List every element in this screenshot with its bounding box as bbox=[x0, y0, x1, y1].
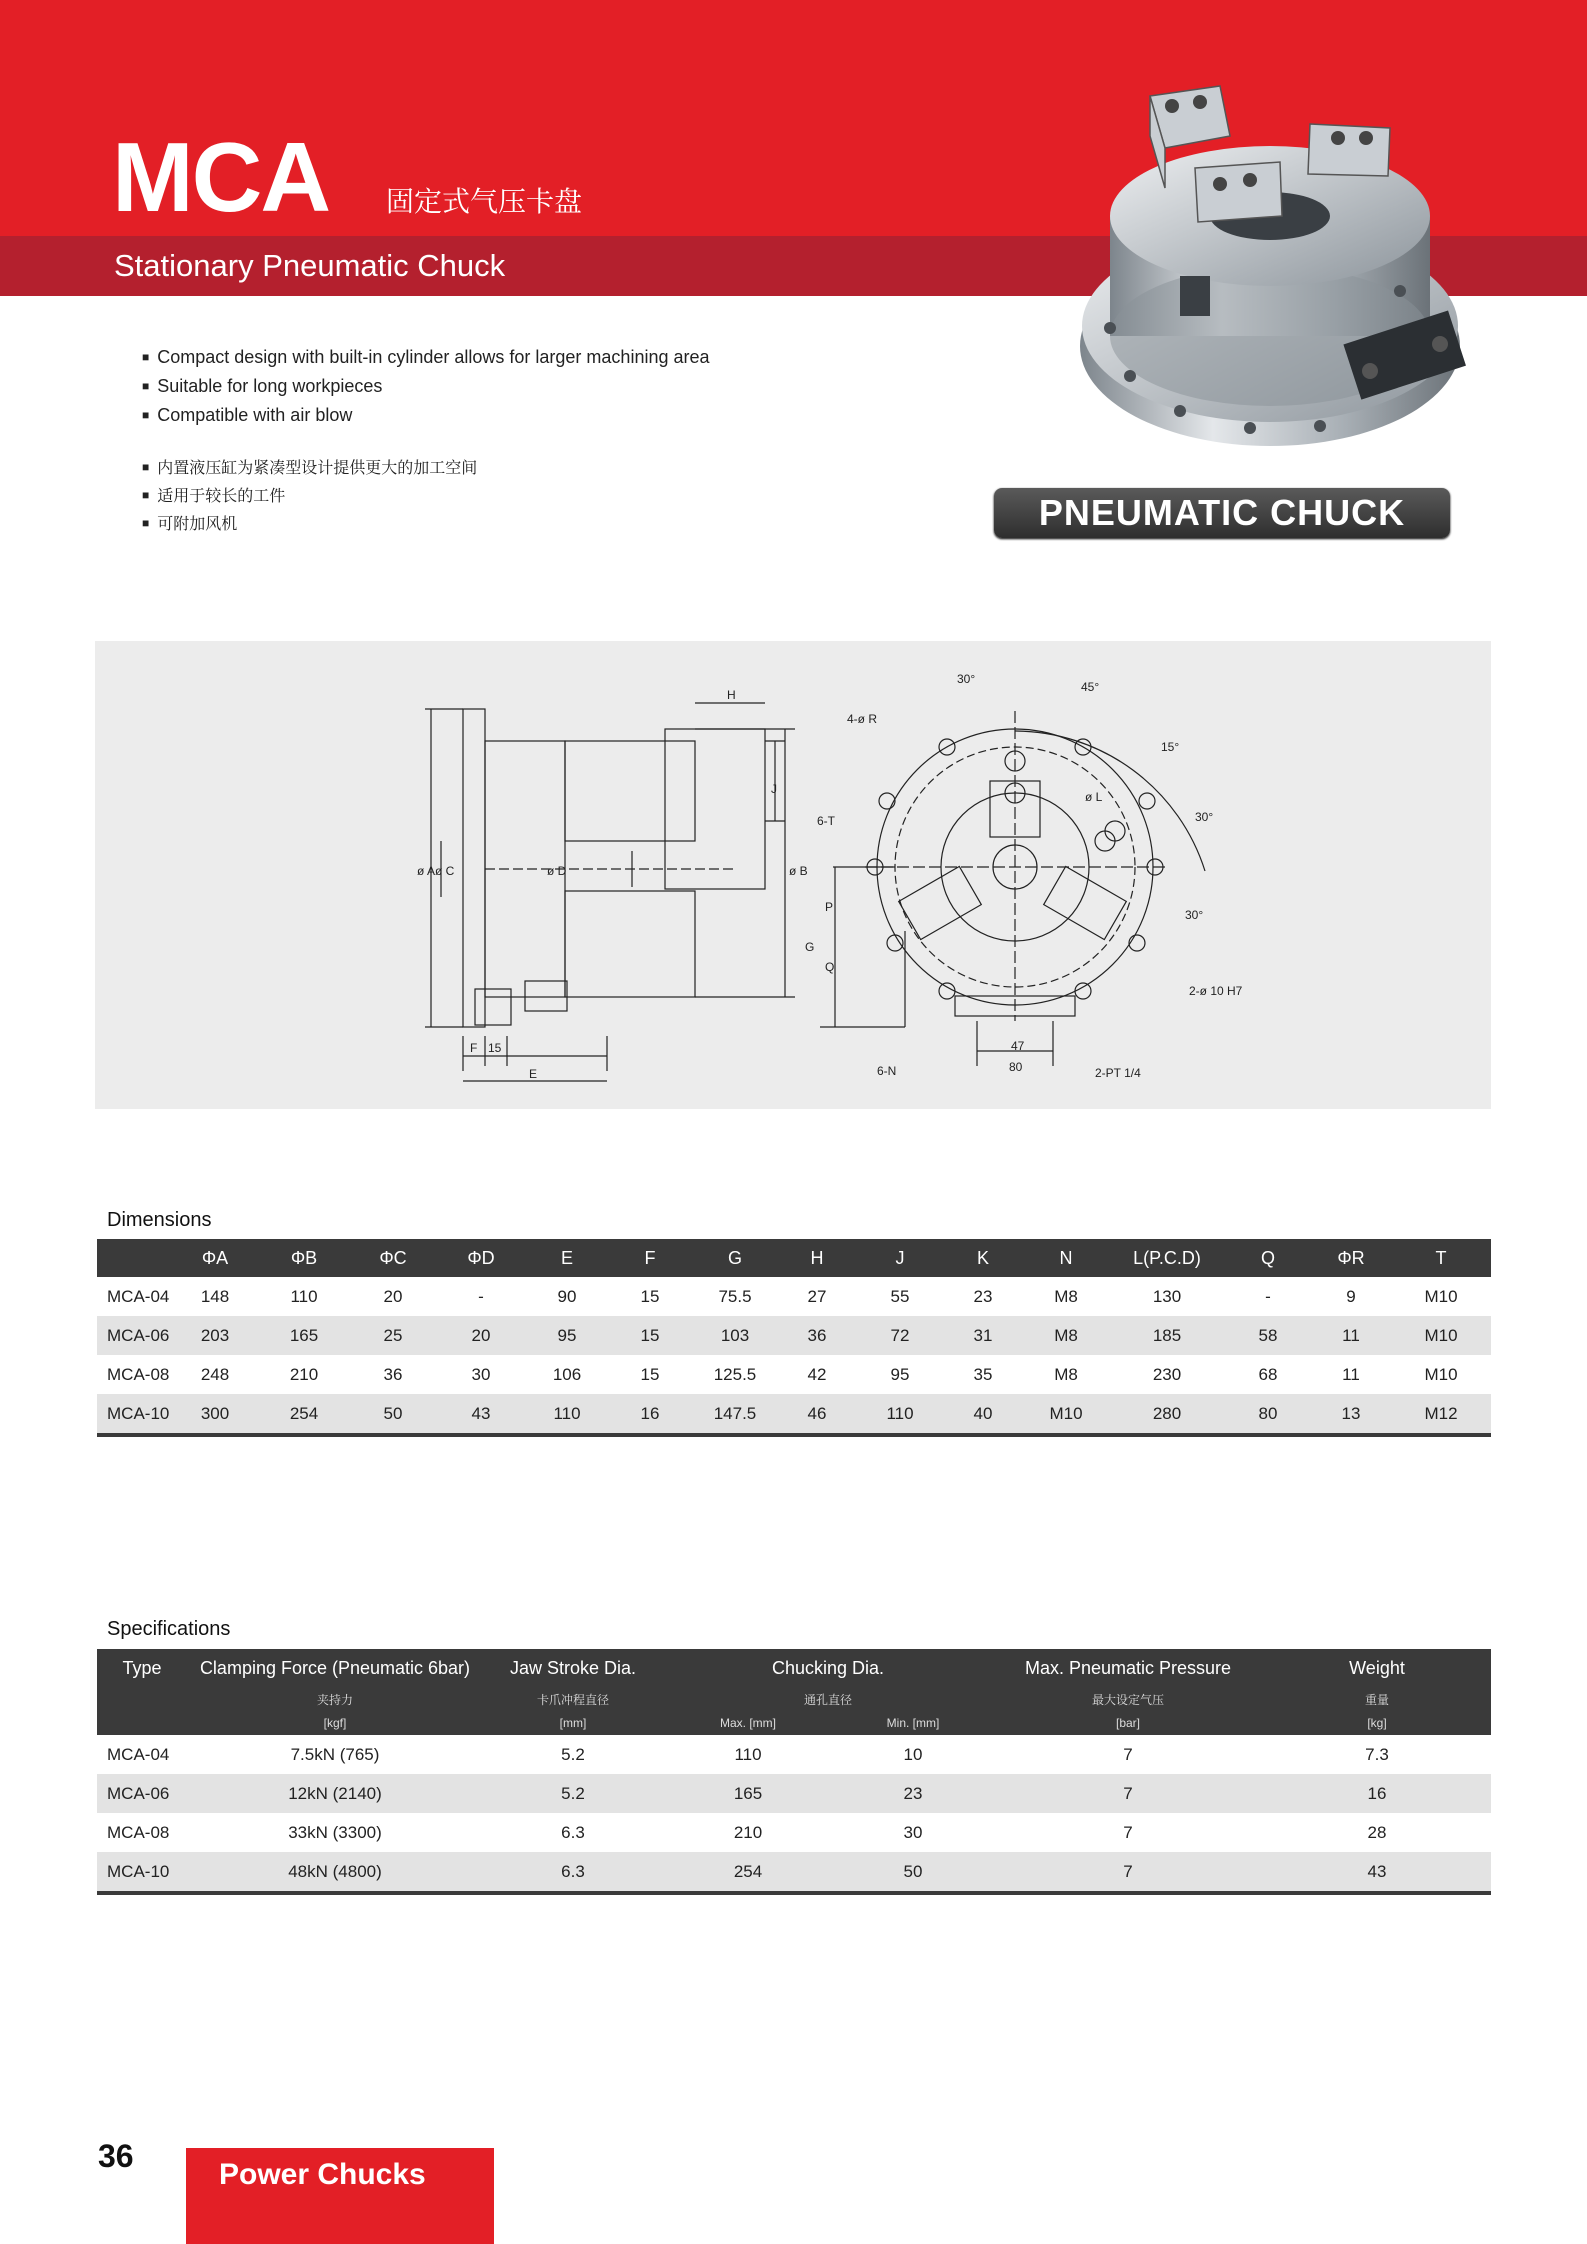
column-header: E bbox=[527, 1239, 607, 1277]
page-number: 36 bbox=[98, 2138, 134, 2174]
table-cell: MCA-08 bbox=[107, 1822, 170, 1842]
table-cell: 27 bbox=[807, 1286, 827, 1306]
table-cell: 110 bbox=[290, 1286, 318, 1306]
table-cell: 80 bbox=[1225, 1394, 1311, 1435]
table-cell: 254 bbox=[663, 1852, 833, 1893]
table-header-row-chinese bbox=[97, 1687, 1491, 1711]
table-cell: 148 bbox=[200, 1286, 230, 1306]
dim-label: ø L bbox=[1085, 790, 1103, 804]
table-row bbox=[97, 1813, 1491, 1852]
table-cell: MCA-08 bbox=[107, 1364, 170, 1384]
list-item: ■ 可附加风机 bbox=[142, 511, 477, 539]
table-cell: 7 bbox=[1123, 1822, 1133, 1842]
dim-label: H bbox=[727, 688, 736, 702]
table-cell: 11 bbox=[1342, 1364, 1360, 1384]
table-cell: 43 bbox=[1263, 1852, 1491, 1893]
table-cell: 30 bbox=[471, 1364, 491, 1384]
technical-drawing bbox=[95, 641, 1491, 1109]
table-cell: 110 bbox=[527, 1394, 607, 1435]
column-header: ΦA bbox=[173, 1239, 257, 1277]
dim-label: J bbox=[771, 782, 777, 796]
page-title: MCA bbox=[112, 122, 330, 232]
table-cell: 10 bbox=[903, 1744, 923, 1764]
dim-label: 6-T bbox=[817, 814, 835, 828]
dim-label: 15° bbox=[1161, 740, 1180, 754]
column-header: K bbox=[943, 1239, 1023, 1277]
table-cell: 68 bbox=[1258, 1364, 1278, 1384]
table-cell: 280 bbox=[1109, 1394, 1225, 1435]
table-cell: 12kN (2140) bbox=[187, 1774, 483, 1813]
dim-label: ø A bbox=[417, 864, 436, 878]
column-header-cn: 通孔直径 bbox=[663, 1687, 993, 1711]
table-cell: 95 bbox=[890, 1364, 910, 1384]
table-cell: 25 bbox=[351, 1316, 435, 1355]
feature-list-chinese bbox=[142, 455, 477, 539]
dim-label: P bbox=[825, 900, 834, 914]
table-cell: 23 bbox=[833, 1774, 993, 1813]
table-cell: M10 bbox=[1424, 1286, 1458, 1306]
dim-label: E bbox=[529, 1067, 538, 1081]
table-cell: M8 bbox=[1023, 1316, 1109, 1355]
table-cell: MCA-06 bbox=[97, 1316, 173, 1355]
dim-label: 15 bbox=[488, 1041, 502, 1055]
dim-label: 2-PT 1/4 bbox=[1095, 1066, 1141, 1080]
column-header: F bbox=[607, 1239, 693, 1277]
table-cell: M8 bbox=[1054, 1364, 1078, 1384]
dim-label: F bbox=[470, 1041, 478, 1055]
column-header: L(P.C.D) bbox=[1109, 1239, 1225, 1277]
table-cell: 6.3 bbox=[561, 1822, 585, 1842]
table-cell: M8 bbox=[1054, 1286, 1078, 1306]
page-title-chinese: 固定式气压卡盘 bbox=[386, 186, 583, 217]
list-item: ■ Compact design with built-in cylinder allows for larger machining area bbox=[142, 344, 710, 373]
table-cell: 20 bbox=[435, 1316, 527, 1355]
table-cell: 130 bbox=[1152, 1286, 1182, 1306]
dim-label: 6-N bbox=[877, 1064, 897, 1078]
dim-label: 30° bbox=[1195, 810, 1214, 824]
technical-drawing-panel bbox=[95, 641, 1491, 1109]
table-cell: 58 bbox=[1225, 1316, 1311, 1355]
table-cell: 48kN (4800) bbox=[187, 1852, 483, 1893]
specifications-table bbox=[97, 1649, 1491, 1895]
column-header: J bbox=[857, 1239, 943, 1277]
column-header-cn bbox=[97, 1687, 187, 1711]
table-cell: 210 bbox=[289, 1364, 319, 1384]
table-cell: MCA-10 bbox=[97, 1852, 187, 1893]
table-cell: 42 bbox=[807, 1364, 827, 1384]
column-header: ΦD bbox=[435, 1239, 527, 1277]
table-cell: 7 bbox=[993, 1774, 1263, 1813]
dim-label: ø B bbox=[789, 864, 808, 878]
column-header: ΦR bbox=[1311, 1239, 1391, 1277]
table-cell: 254 bbox=[257, 1394, 351, 1435]
dim-label: Q bbox=[825, 960, 835, 974]
table-cell: 248 bbox=[200, 1364, 230, 1384]
dim-label: ø D bbox=[547, 864, 567, 878]
table-cell: - bbox=[478, 1286, 484, 1306]
table-cell: MCA-04 bbox=[107, 1744, 170, 1764]
table-cell: MCA-10 bbox=[97, 1394, 173, 1435]
table-cell: 11 bbox=[1311, 1316, 1391, 1355]
table-cell: 90 bbox=[557, 1286, 577, 1306]
table-cell: 125.5 bbox=[713, 1364, 757, 1384]
table-header-row bbox=[97, 1649, 1491, 1687]
table-cell: 5.2 bbox=[561, 1744, 585, 1764]
table-cell: 36 bbox=[383, 1364, 403, 1384]
table-cell: 50 bbox=[351, 1394, 435, 1435]
table-cell: M10 bbox=[1391, 1316, 1491, 1355]
table-header-row bbox=[97, 1239, 1491, 1277]
table-cell: 33kN (3300) bbox=[288, 1822, 382, 1842]
table-cell: - bbox=[1265, 1286, 1271, 1306]
column-header: Chucking Dia. bbox=[663, 1649, 993, 1687]
list-item: ■ 适用于较长的工件 bbox=[142, 483, 477, 511]
table-cell: 23 bbox=[973, 1286, 993, 1306]
table-cell: 7 bbox=[993, 1852, 1263, 1893]
table-cell: 55 bbox=[890, 1286, 910, 1306]
table-cell: 230 bbox=[1152, 1364, 1182, 1384]
table-cell: 165 bbox=[257, 1316, 351, 1355]
column-header-cn: 重量 bbox=[1263, 1687, 1491, 1711]
column-header-cn: 最大设定气压 bbox=[993, 1687, 1263, 1711]
dimensions-title: Dimensions bbox=[107, 1209, 212, 1231]
column-header: Max. Pneumatic Pressure bbox=[993, 1649, 1263, 1687]
column-header: G bbox=[693, 1239, 777, 1277]
table-cell: 15 bbox=[640, 1286, 660, 1306]
table-cell: 16 bbox=[1263, 1774, 1491, 1813]
column-header: Type bbox=[97, 1649, 187, 1687]
column-header: Q bbox=[1225, 1239, 1311, 1277]
dimension-labels-front bbox=[805, 672, 1243, 1080]
list-item: ■ 内置液压缸为紧凑型设计提供更大的加工空间 bbox=[142, 455, 477, 483]
column-header: N bbox=[1023, 1239, 1109, 1277]
table-cell: 106 bbox=[552, 1364, 582, 1384]
column-header-cn: 卡爪冲程直径 bbox=[483, 1687, 663, 1711]
dim-label: 4-ø R bbox=[847, 712, 877, 726]
table-cell: 95 bbox=[527, 1316, 607, 1355]
category-badge: PNEUMATIC CHUCK bbox=[994, 488, 1450, 538]
table-row bbox=[97, 1355, 1491, 1394]
table-cell: 110 bbox=[857, 1394, 943, 1435]
table-cell: 16 bbox=[607, 1394, 693, 1435]
table-cell: 185 bbox=[1109, 1316, 1225, 1355]
table-row bbox=[97, 1277, 1491, 1316]
table-cell: 40 bbox=[943, 1394, 1023, 1435]
unit-header: [bar] bbox=[993, 1711, 1263, 1735]
list-item: ■ Suitable for long workpieces bbox=[142, 373, 710, 402]
unit-header bbox=[97, 1711, 187, 1735]
table-cell: 7 bbox=[1123, 1744, 1133, 1764]
table-cell: 103 bbox=[693, 1316, 777, 1355]
footer-section-label: Power Chucks bbox=[219, 2158, 426, 2191]
table-row bbox=[97, 1735, 1491, 1774]
column-header: Jaw Stroke Dia. bbox=[483, 1649, 663, 1687]
table-cell: 147.5 bbox=[693, 1394, 777, 1435]
table-cell: 110 bbox=[734, 1744, 762, 1764]
table-cell: M10 bbox=[1023, 1394, 1109, 1435]
column-header: Clamping Force (Pneumatic 6bar) bbox=[187, 1649, 483, 1687]
table-row bbox=[97, 1316, 1491, 1355]
table-header-row-units bbox=[97, 1711, 1491, 1735]
unit-header: [kgf] bbox=[187, 1711, 483, 1735]
table-cell: 28 bbox=[1367, 1822, 1387, 1842]
table-cell: M10 bbox=[1424, 1364, 1458, 1384]
chuck-product-photo bbox=[1070, 76, 1470, 456]
column-header: Weight bbox=[1263, 1649, 1491, 1687]
table-cell: 15 bbox=[607, 1316, 693, 1355]
specifications-title: Specifications bbox=[107, 1618, 231, 1640]
table-cell: 165 bbox=[663, 1774, 833, 1813]
table-cell: M12 bbox=[1391, 1394, 1491, 1435]
feature-list-english bbox=[142, 344, 710, 431]
unit-header: Max. [mm] bbox=[663, 1711, 833, 1735]
column-header bbox=[97, 1239, 173, 1277]
side-view bbox=[425, 703, 795, 1081]
table-cell: 50 bbox=[833, 1852, 993, 1893]
column-header: T bbox=[1391, 1239, 1491, 1277]
dim-label: 80 bbox=[1009, 1060, 1023, 1074]
unit-header: Min. [mm] bbox=[833, 1711, 993, 1735]
column-header-cn: 夹持力 bbox=[187, 1687, 483, 1711]
table-cell: 7.3 bbox=[1365, 1744, 1389, 1764]
dimensions-table bbox=[97, 1239, 1491, 1437]
table-cell: 13 bbox=[1311, 1394, 1391, 1435]
table-cell: 9 bbox=[1346, 1286, 1356, 1306]
table-cell: 46 bbox=[777, 1394, 857, 1435]
table-cell: 43 bbox=[435, 1394, 527, 1435]
table-cell: 36 bbox=[777, 1316, 857, 1355]
table-cell: 35 bbox=[973, 1364, 993, 1384]
table-cell: 15 bbox=[640, 1364, 660, 1384]
table-cell: MCA-04 bbox=[107, 1286, 170, 1306]
table-row bbox=[97, 1394, 1491, 1435]
dim-label: 47 bbox=[1011, 1039, 1025, 1053]
table-cell: 20 bbox=[383, 1286, 403, 1306]
unit-header: [mm] bbox=[483, 1711, 663, 1735]
table-cell: 300 bbox=[173, 1394, 257, 1435]
table-cell: 203 bbox=[173, 1316, 257, 1355]
column-header: H bbox=[777, 1239, 857, 1277]
column-header: ΦC bbox=[351, 1239, 435, 1277]
table-row bbox=[97, 1774, 1491, 1813]
list-item: ■ Compatible with air blow bbox=[142, 402, 710, 431]
table-row bbox=[97, 1852, 1491, 1893]
dim-label: 45° bbox=[1081, 680, 1100, 694]
table-cell: 72 bbox=[857, 1316, 943, 1355]
column-header: ΦB bbox=[257, 1239, 351, 1277]
table-cell: 210 bbox=[733, 1822, 763, 1842]
table-cell: 7.5kN (765) bbox=[290, 1744, 380, 1764]
table-cell: 31 bbox=[943, 1316, 1023, 1355]
dim-label: G bbox=[805, 940, 815, 954]
table-cell: 30 bbox=[903, 1822, 923, 1842]
dim-label: 30° bbox=[1185, 908, 1204, 922]
table-cell: 5.2 bbox=[483, 1774, 663, 1813]
unit-header: [kg] bbox=[1263, 1711, 1491, 1735]
page-subtitle: Stationary Pneumatic Chuck bbox=[114, 248, 506, 283]
table-cell: 75.5 bbox=[718, 1286, 752, 1306]
table-cell: 6.3 bbox=[483, 1852, 663, 1893]
front-view bbox=[820, 711, 1205, 1066]
dim-label: 2-ø 10 H7 bbox=[1189, 984, 1243, 998]
dim-label: 30° bbox=[957, 672, 976, 686]
table-cell: MCA-06 bbox=[97, 1774, 187, 1813]
dim-label: ø C bbox=[435, 864, 455, 878]
